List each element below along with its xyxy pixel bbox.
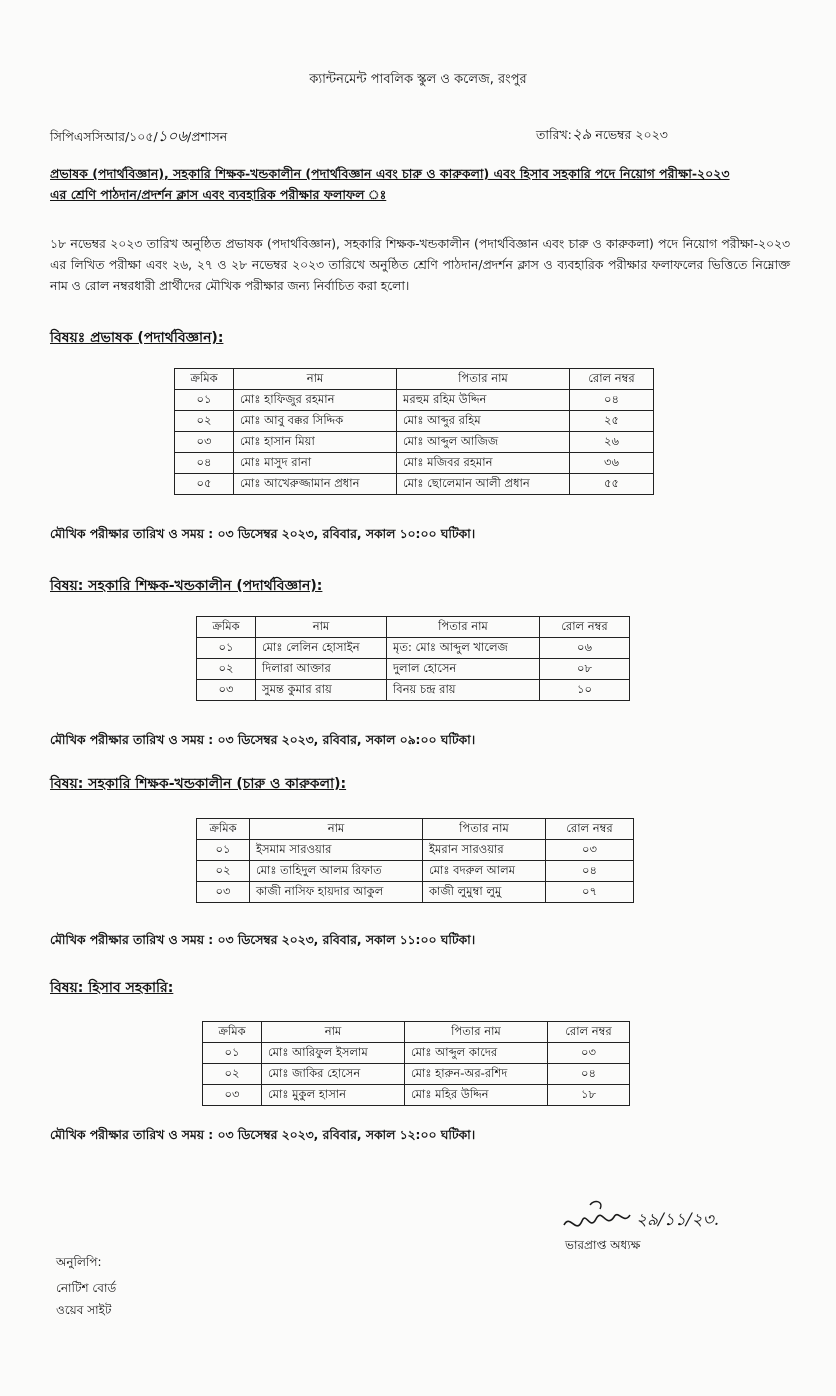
name-cell: মোঃ মুকুল হাসান bbox=[262, 1085, 405, 1106]
name-cell: মোঃ তাহিদুল আলম রিফাত bbox=[250, 861, 423, 882]
header-name: নাম bbox=[234, 369, 397, 390]
name-cell: মোঃ লেলিন হোসাইন bbox=[256, 638, 387, 659]
father-cell: মৃত: মোঃ আব্দুল খালেজ bbox=[387, 638, 540, 659]
result-table-asst-teacher-arts bbox=[196, 818, 634, 903]
header-father-name: পিতার নাম bbox=[423, 819, 546, 840]
table-row bbox=[175, 474, 654, 495]
header-roll: রোল নম্বর bbox=[570, 369, 654, 390]
header-roll: রোল নম্বর bbox=[540, 617, 630, 638]
copy-label: অনুলিপি: bbox=[56, 1255, 102, 1269]
roll-cell: ৫৫ bbox=[570, 474, 654, 495]
viva-schedule-lecturer-physics: মৌখিক পরীক্ষার তারিখ ও সময় : ০৩ ডিসেম্বর ২০২৩, রবিবার, সকাল ১০:০০ ঘটিকা। bbox=[50, 527, 476, 541]
name-cell: দিলারা আক্তার bbox=[256, 659, 387, 680]
signature-image bbox=[560, 1195, 750, 1243]
father-cell: কাজী লুমুম্বা লুমু bbox=[423, 882, 546, 903]
table-row bbox=[197, 659, 630, 680]
name-cell: মোঃ আরিফুল ইসলাম bbox=[262, 1043, 405, 1064]
organization-name: ক্যান্টনমেন্ট পাবলিক স্কুল ও কলেজ, রংপুর bbox=[309, 72, 527, 87]
result-table-accounts-assistant bbox=[202, 1021, 630, 1106]
table-row bbox=[197, 680, 630, 701]
serial-cell: ০৩ bbox=[175, 432, 234, 453]
serial-cell: ০২ bbox=[175, 411, 234, 432]
table-row bbox=[203, 1064, 630, 1085]
name-cell: সুমন্ত কুমার রায় bbox=[256, 680, 387, 701]
roll-cell: ০৮ bbox=[540, 659, 630, 680]
copy-item-notice-board: নোটিশ বোর্ড bbox=[56, 1281, 117, 1295]
roll-cell: ৩৬ bbox=[570, 453, 654, 474]
table-row bbox=[175, 432, 654, 453]
table-header-row bbox=[203, 1022, 630, 1043]
roll-cell: ০৬ bbox=[540, 638, 630, 659]
roll-cell: ০৪ bbox=[548, 1064, 630, 1085]
father-cell: মোঃ মজিবর রহমান bbox=[397, 453, 570, 474]
father-cell: মোঃ ছোলেমান আলী প্রধান bbox=[397, 474, 570, 495]
viva-schedule-asst-teacher-arts: মৌখিক পরীক্ষার তারিখ ও সময় : ০৩ ডিসেম্বর ২০২৩, রবিবার, সকাল ১১:০০ ঘটিকা। bbox=[50, 933, 476, 947]
name-cell: মোঃ মাসুদ রানা bbox=[234, 453, 397, 474]
viva-schedule-accounts-assistant: মৌখিক পরীক্ষার তারিখ ও সময় : ০৩ ডিসেম্বর ২০২৩, রবিবার, সকাল ১২:০০ ঘটিকা। bbox=[50, 1128, 476, 1142]
header-serial: ক্রমিক bbox=[175, 369, 234, 390]
roll-cell: ২৬ bbox=[570, 432, 654, 453]
table-row bbox=[197, 882, 634, 903]
table-row bbox=[203, 1043, 630, 1064]
roll-cell: ০৪ bbox=[546, 861, 634, 882]
serial-cell: ০২ bbox=[203, 1064, 262, 1085]
notice-body: ১৮ নভেম্বর ২০২৩ তারিখ অনুষ্ঠিত প্রভাষক (পদার্থবিজ্ঞান), সহকারি শিক্ষক-খন্ডকালীন (পদার্থবিজ্ঞান এবং চারু ও কারুকলা) পদে নিয়োগ পরীক্ষা-২০২৩ এর লিখিত পরীক্ষা এবং ২৬, ২৭ ও ২৮ নভেম্বর ২০২৩ তারিখে অনুষ্ঠিত শ্রেণি পাঠদান/প্রদর্শন ক্লাস ও ব্যবহারিক পরীক্ষার ফলাফলের ভিত্তিতে নিম্নোক্ত নাম ও রোল নম্বরধারী প্রার্থীদের মৌখিক পরীক্ষার জন্য নির্বাচিত করা হলো। bbox=[50, 237, 790, 293]
father-cell: মোঃ আব্দুল কাদের bbox=[405, 1043, 548, 1064]
memo-suffix: /প্রশাসন bbox=[186, 129, 228, 144]
father-cell: মোঃ হারুন-অর-রশিদ bbox=[405, 1064, 548, 1085]
table-header-row bbox=[197, 819, 634, 840]
header-serial: ক্রমিক bbox=[197, 819, 250, 840]
roll-cell: ০৩ bbox=[546, 840, 634, 861]
header-serial: ক্রমিক bbox=[203, 1022, 262, 1043]
header-name: নাম bbox=[256, 617, 387, 638]
serial-cell: ০৪ bbox=[175, 453, 234, 474]
table-row bbox=[175, 411, 654, 432]
memo-prefix: সিপিএসসিআর/১০৫/ bbox=[50, 129, 158, 144]
header-name: নাম bbox=[262, 1022, 405, 1043]
section-heading-asst-teacher-physics: বিষয়: সহকারি শিক্ষক-খন্ডকালীন (পদার্থবিজ্ঞান): bbox=[50, 578, 323, 594]
issue-date bbox=[536, 123, 668, 148]
father-cell: দুলাল হোসেন bbox=[387, 659, 540, 680]
father-cell: মোঃ আব্দুল আজিজ bbox=[397, 432, 570, 453]
header-roll: রোল নম্বর bbox=[546, 819, 634, 840]
name-cell: মোঃ আখেরুজ্জামান প্রধান bbox=[234, 474, 397, 495]
serial-cell: ০৩ bbox=[197, 882, 250, 903]
roll-cell: ১০ bbox=[540, 680, 630, 701]
father-cell: মোঃ আব্দুর রহিম bbox=[397, 411, 570, 432]
name-cell: মোঃ হাফিজুর রহমান bbox=[234, 390, 397, 411]
serial-cell: ০৩ bbox=[197, 680, 256, 701]
header-serial: ক্রমিক bbox=[197, 617, 256, 638]
header-father-name: পিতার নাম bbox=[405, 1022, 548, 1043]
name-cell: ইসমাম সারওয়ার bbox=[250, 840, 423, 861]
roll-cell: ০৭ bbox=[546, 882, 634, 903]
roll-cell: ০৪ bbox=[570, 390, 654, 411]
section-heading-accounts-assistant: বিষয়: হিসাব সহকারি: bbox=[50, 980, 174, 996]
father-cell: মরহুম রহিম উদ্দিন bbox=[397, 390, 570, 411]
serial-cell: ০৫ bbox=[175, 474, 234, 495]
date-day: ২৯ bbox=[571, 125, 592, 143]
date-suffix: নভেম্বর ২০২৩ bbox=[591, 127, 668, 142]
name-cell: মোঃ জাকির হোসেন bbox=[262, 1064, 405, 1085]
header-father-name: পিতার নাম bbox=[397, 369, 570, 390]
serial-cell: ০১ bbox=[175, 390, 234, 411]
table-row bbox=[197, 840, 634, 861]
name-cell: কাজী নাসিফ হায়দার আকুল bbox=[250, 882, 423, 903]
father-cell: বিনয় চন্দ্র রায় bbox=[387, 680, 540, 701]
date-prefix: তারিখ: bbox=[536, 127, 572, 142]
table-row bbox=[175, 390, 654, 411]
table-row bbox=[175, 453, 654, 474]
table-row bbox=[197, 861, 634, 882]
header-roll: রোল নম্বর bbox=[548, 1022, 630, 1043]
father-cell: ইমরান সারওয়ার bbox=[423, 840, 546, 861]
header-name: নাম bbox=[250, 819, 423, 840]
serial-cell: ০১ bbox=[203, 1043, 262, 1064]
signature-date: ২৯/১১/২৩. bbox=[636, 1210, 720, 1230]
section-heading-asst-teacher-arts: বিষয়: সহকারি শিক্ষক-খন্ডকালীন (চারু ও কারুকলা): bbox=[50, 776, 347, 792]
serial-cell: ০১ bbox=[197, 840, 250, 861]
copy-item-website: ওয়েব সাইট bbox=[56, 1303, 112, 1317]
signatory-title: ভারপ্রাপ্ত অধ্যক্ষ bbox=[565, 1238, 641, 1252]
header-father-name: পিতার নাম bbox=[387, 617, 540, 638]
roll-cell: ১৮ bbox=[548, 1085, 630, 1106]
roll-cell: ২৫ bbox=[570, 411, 654, 432]
notice-subject: প্রভাষক (পদার্থবিজ্ঞান), সহকারি শিক্ষক-খন্ডকালীন (পদার্থবিজ্ঞান এবং চারু ও কারুকলা) এবং হিসাব সহকারি পদে নিয়োগ পরীক্ষা-২০২৩ এর শ্রেণি পাঠদান/প্রদর্শন ক্লাস এবং ব্যবহারিক পরীক্ষার ফলাফল ঃ bbox=[50, 166, 730, 202]
roll-cell: ০৩ bbox=[548, 1043, 630, 1064]
serial-cell: ০২ bbox=[197, 861, 250, 882]
table-header-row bbox=[197, 617, 630, 638]
viva-schedule-asst-teacher-physics: মৌখিক পরীক্ষার তারিখ ও সময় : ০৩ ডিসেম্বর ২০২৩, রবিবার, সকাল ০৯:০০ ঘটিকা। bbox=[50, 733, 476, 747]
table-row bbox=[197, 638, 630, 659]
memo-reference bbox=[50, 125, 227, 150]
serial-cell: ০২ bbox=[197, 659, 256, 680]
father-cell: মোঃ মহির উদ্দিন bbox=[405, 1085, 548, 1106]
serial-cell: ০৩ bbox=[203, 1085, 262, 1106]
result-table-asst-teacher-physics bbox=[196, 616, 630, 701]
table-row bbox=[203, 1085, 630, 1106]
result-table-lecturer-physics bbox=[174, 368, 654, 495]
name-cell: মোঃ আবু বক্কর সিদ্দিক bbox=[234, 411, 397, 432]
memo-number: ১০৬ bbox=[157, 127, 187, 145]
table-header-row bbox=[175, 369, 654, 390]
section-heading-lecturer-physics: বিষয়ঃ প্রভাষক (পদার্থবিজ্ঞান): bbox=[50, 330, 224, 346]
serial-cell: ০১ bbox=[197, 638, 256, 659]
name-cell: মোঃ হাসান মিয়া bbox=[234, 432, 397, 453]
father-cell: মোঃ বদরুল আলম bbox=[423, 861, 546, 882]
